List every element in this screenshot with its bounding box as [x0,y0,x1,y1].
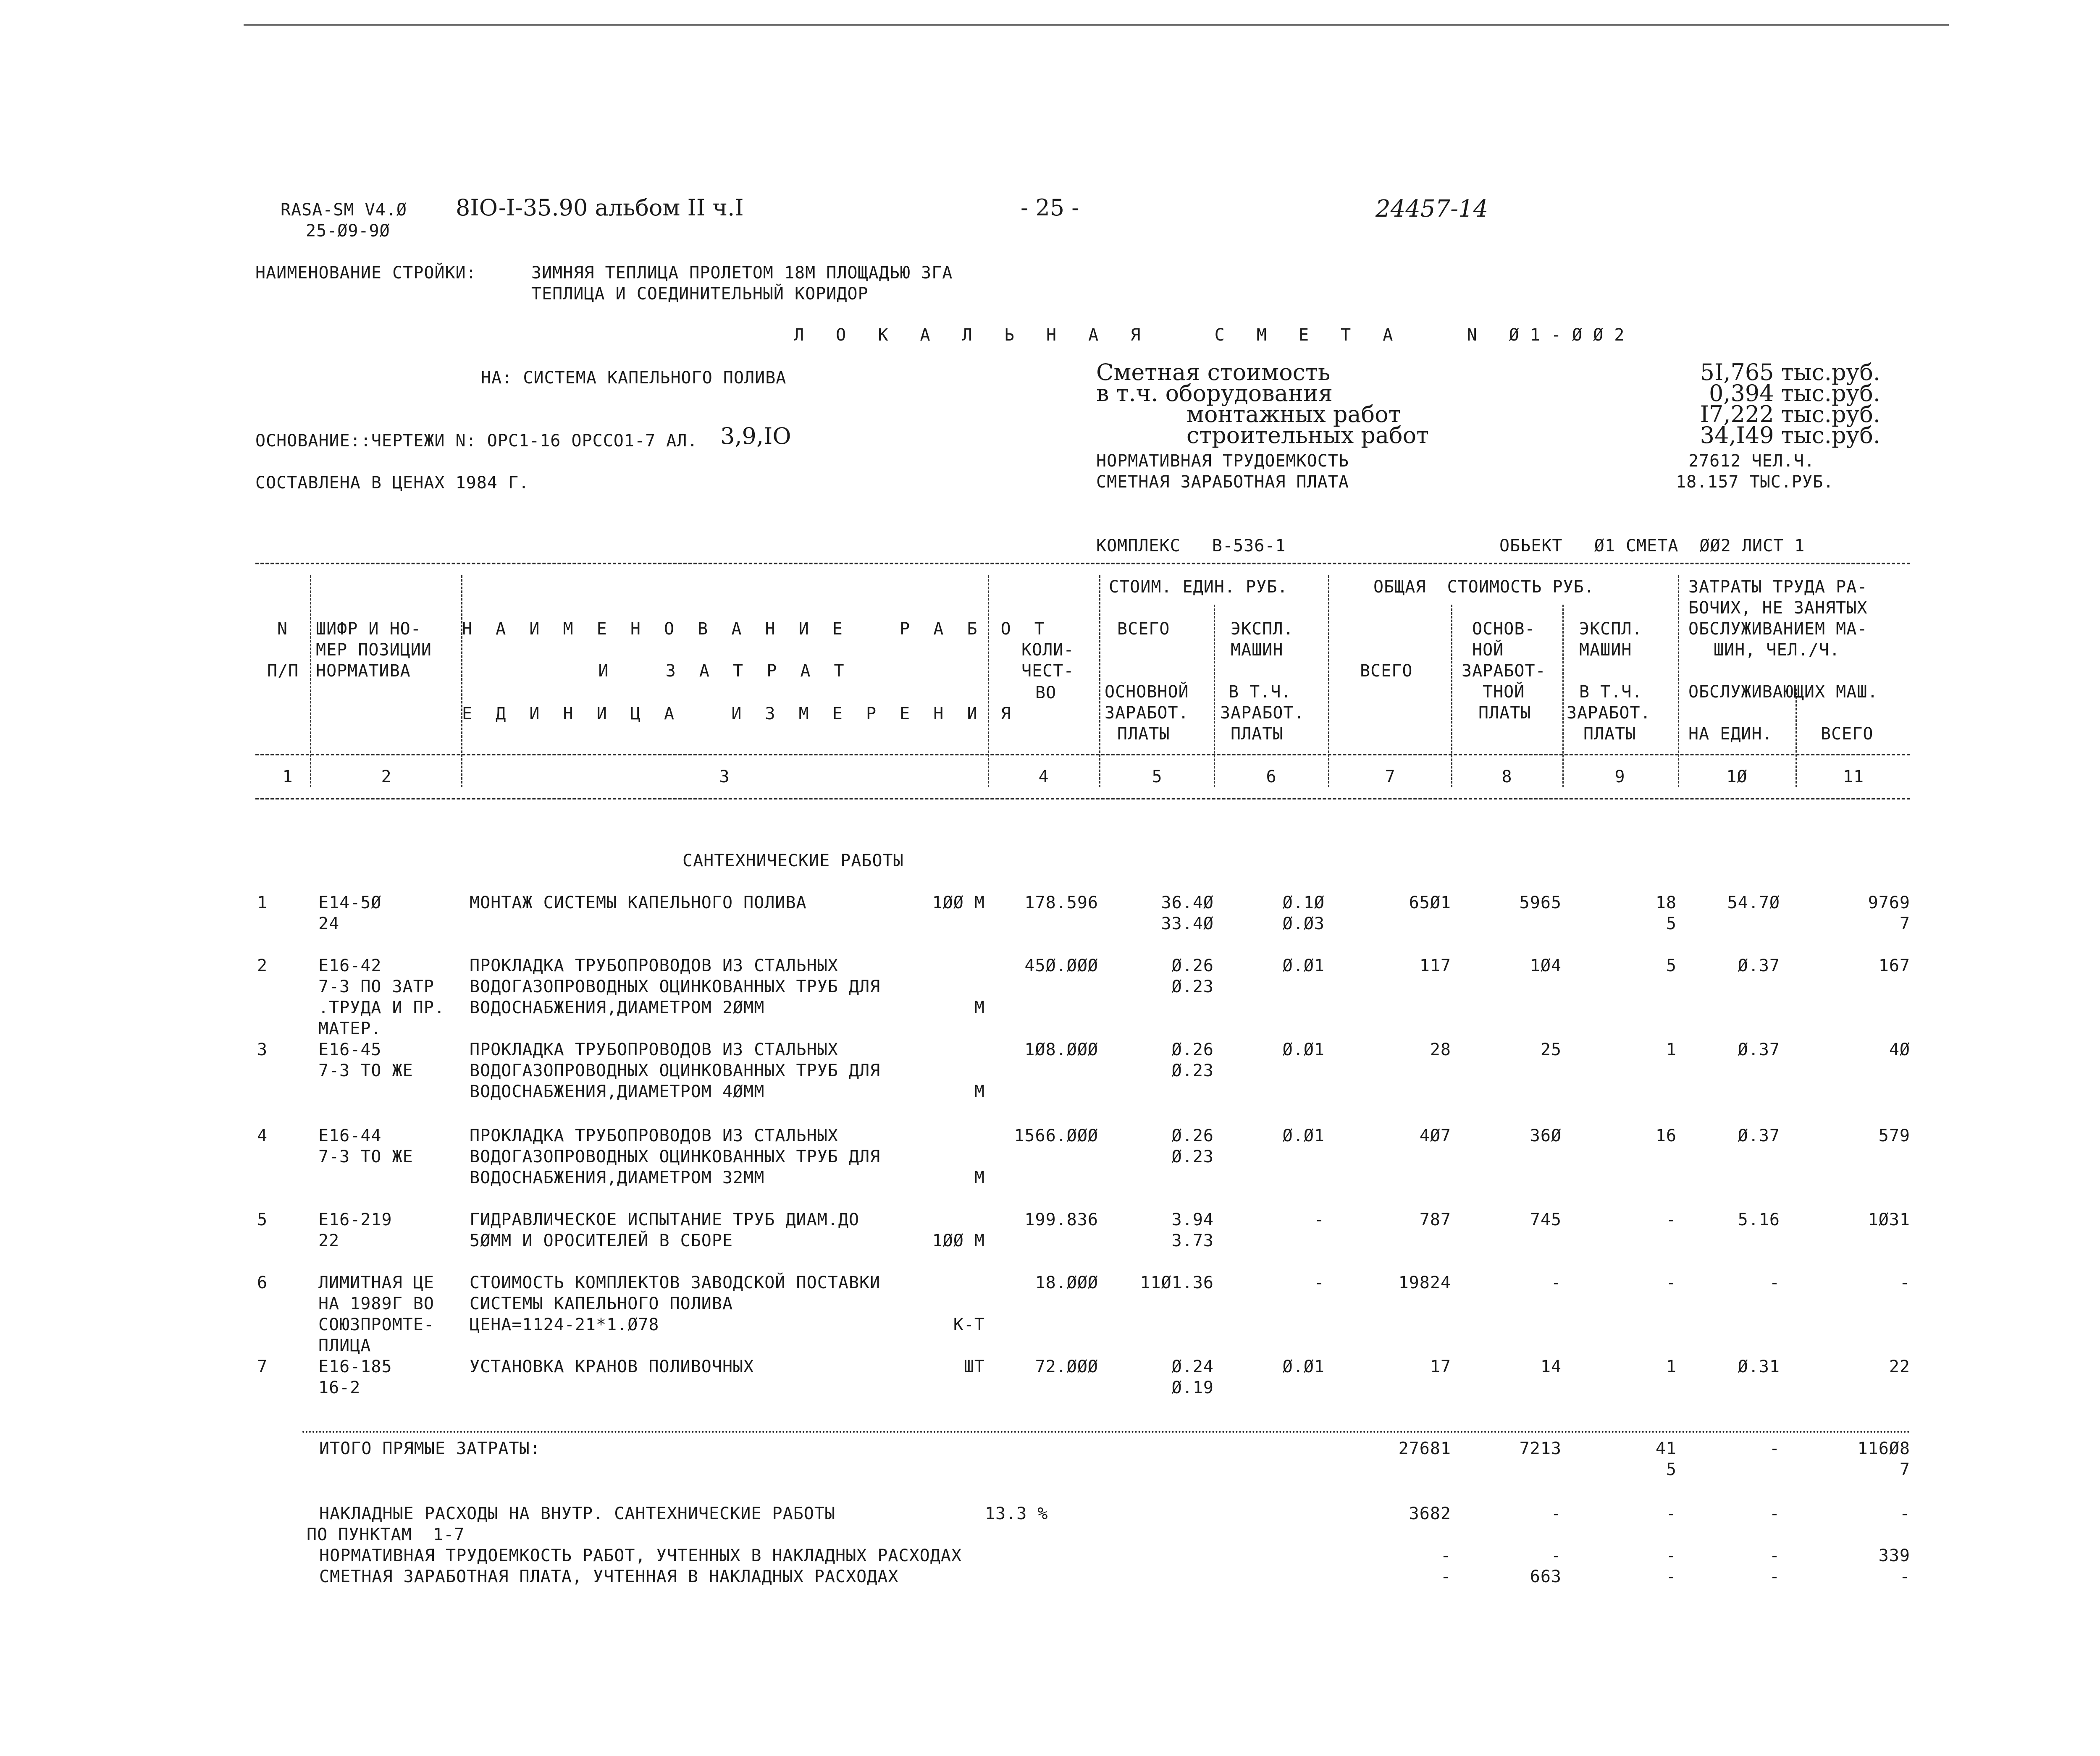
header-bottom-rule [255,754,1910,755]
overhead-line-2: ПО ПУНКТАМ 1-7 [307,1525,465,1544]
object-code: ОБЬЕКТ Ø1 СМЕТА ØØ2 ЛИСТ 1 [1499,536,1805,556]
col-sep [1328,575,1329,787]
row-total-cost: 117 [1419,956,1451,975]
hdr-total-base-3: ЗАРАБОТ- [1462,661,1546,681]
row-work-name: МОНТАЖ СИСТЕМЫ КАПЕЛЬНОГО ПОЛИВА [470,893,807,912]
totals-rule [302,1431,1911,1433]
hdr-unit-mach-1: ЭКСПЛ. [1231,619,1294,639]
row-work-name: ВОДОГАЗОПРОВОДНЫХ ОЦИНКОВАННЫХ ТРУБ ДЛЯ [470,1061,881,1080]
row-labor-per-unit: - [1769,1273,1780,1292]
program-date: 25-Ø9-9Ø [306,221,390,241]
row-unit-machine: Ø.Ø1 [1282,1040,1325,1059]
row-unit-cost: Ø.26 [1171,1126,1214,1145]
overhead-wage-line: СМЕТНАЯ ЗАРАБОТНАЯ ПЛАТА, УЧТЕННАЯ В НАКЛАДНЫХ РАСХОДАХ [319,1567,899,1586]
overhead-wage-val-2: 663 [1530,1567,1562,1586]
col-sep [988,575,989,787]
row-quantity: 72.ØØØ [1035,1357,1098,1376]
row-unit-machine: - [1314,1210,1325,1229]
row-code: Е14-5Ø [318,893,382,912]
hdr-code-1: ШИФР И НО- [316,619,421,639]
overhead-labor-line: НОРМАТИВНАЯ ТРУДОЕМКОСТЬ РАБОТ, УЧТЕННЫХ В НАКЛАДНЫХ РАСХОДАХ [319,1546,962,1565]
hdr-labor-3: ОБСЛУЖИВАНИЕМ МА- [1688,619,1868,639]
row-work-name: СТОИМОСТЬ КОМПЛЕКТОВ ЗАВОДСКОЙ ПОСТАВКИ [470,1273,881,1292]
row-work-name: ЦЕНА=1124-21*1.Ø78 [470,1315,659,1334]
hdr-total-mach-1: ЭКСПЛ. [1579,619,1643,639]
overhead-labor-val-5: 339 [1878,1546,1910,1565]
row-labor-total: 579 [1878,1126,1910,1145]
totals-labor-1: 116Ø8 [1857,1439,1910,1458]
row-work-name: ВОДОГАЗОПРОВОДНЫХ ОЦИНКОВАННЫХ ТРУБ ДЛЯ [470,977,881,996]
overhead-labor-val-3: - [1666,1546,1677,1565]
hdr-labor-5: ОБСЛУЖИВАЮЩИХ МАШ. [1688,682,1878,702]
hdr-total-mach-3: В Т.Ч. [1579,682,1643,702]
row-base-wage: 745 [1530,1210,1562,1229]
hdr-labor-1: ЗАТРАТЫ ТРУДА РА- [1688,577,1868,597]
hdr-unit-base-1: ОСНОВНОЙ [1105,682,1189,702]
row-labor-total: - [1899,1273,1910,1292]
cost-value-installation: I7,222 тыс.руб. [1700,401,1880,427]
overhead-per-unit: - [1769,1504,1780,1523]
row-quantity: 178.596 [1024,893,1098,912]
row-total-cost: 28 [1430,1040,1451,1059]
hdr-unit-mach-2: МАШИН [1231,640,1284,660]
row-work-name: ВОДОСНАБЖЕНИЯ,ДИАМЕТРОМ 32ММ [470,1168,765,1187]
row-unit: 1ØØ М [932,1231,985,1250]
section-title: САНТЕХНИЧЕСКИЕ РАБОТЫ [682,851,904,870]
row-code: 7-3 ТО ЖЕ [318,1147,413,1166]
hdr-name-2: И З А Т Р А Т [598,661,851,681]
row-quantity: 1566.ØØØ [1014,1126,1098,1145]
col-sep [1562,605,1564,787]
row-code: Е16-42 [318,956,382,975]
col-sep [1678,575,1679,787]
row-base-wage: 36Ø [1530,1126,1562,1145]
row-unit-cost: 3.94 [1171,1210,1214,1229]
row-quantity: 1Ø8.ØØØ [1024,1040,1098,1059]
row-code: Е16-45 [318,1040,382,1059]
cost-label-total: Сметная стоимость [1096,359,1331,385]
row-code: Е16-219 [318,1210,392,1229]
row-unit-machine: Ø.Ø3 [1282,914,1325,933]
hdr-total-cost: ОБЩАЯ СТОИМОСТЬ РУБ. [1373,577,1595,597]
row-base-wage: 1Ø4 [1530,956,1562,975]
row-labor-total: 167 [1878,956,1910,975]
row-unit: М [974,1082,985,1101]
numbers-bottom-rule [255,798,1910,799]
row-machine-cost: 16 [1655,1126,1677,1145]
row-code: СОЮЗПРОМТЕ- [318,1315,434,1334]
row-unit-cost: Ø.23 [1171,977,1214,996]
row-unit-machine: - [1314,1273,1325,1292]
hdr-code-3: НОРМАТИВА [316,661,411,681]
row-labor-total: 9769 [1868,893,1910,912]
row-unit-cost: Ø.19 [1171,1378,1214,1397]
row-labor-per-unit: 54.7Ø [1727,893,1780,912]
hdr-qty-3: ВО [1035,683,1057,702]
cost-value-equipment: 0,394 тыс.руб. [1709,380,1880,406]
overhead-wage-val-1: - [1440,1567,1451,1586]
totals-mach-2: 5 [1666,1460,1677,1479]
row-unit-cost: 11Ø1.36 [1140,1273,1214,1292]
totals-mach-1: 41 [1655,1439,1677,1458]
colnum-11: 11 [1843,767,1864,786]
row-machine-cost: 5 [1666,914,1677,933]
overhead-wage-val-4: - [1769,1567,1780,1586]
cost-value-total: 5I,765 тыс.руб. [1700,359,1880,385]
overhead-labor: - [1899,1504,1910,1523]
row-unit-machine: Ø.Ø1 [1282,1126,1325,1145]
hdr-labor-7: ВСЕГО [1821,724,1874,744]
colnum-4: 4 [1038,767,1049,786]
col-sep [1099,575,1100,787]
row-machine-cost: 18 [1655,893,1677,912]
row-quantity: 18.ØØØ [1035,1273,1098,1292]
hdr-labor-6: НА ЕДИН. [1688,724,1773,744]
hdr-total-all: ВСЕГО [1360,661,1413,681]
hdr-unit-cost: СТОИМ. ЕДИН. РУБ. [1109,577,1288,597]
cost-label-equipment: в т.ч. оборудования [1096,380,1333,406]
row-number: 1 [257,893,268,912]
cost-label-installation: монтажных работ [1186,401,1401,427]
construction-label: НАИМЕНОВАНИЕ СТРОЙКИ: [255,263,477,283]
row-unit-cost: Ø.24 [1171,1357,1214,1376]
row-quantity: 45Ø.ØØØ [1024,956,1098,975]
wage-value: 18.157 ТЫС.РУБ. [1676,472,1834,492]
row-unit-cost: Ø.23 [1171,1147,1214,1166]
row-number: 3 [257,1040,268,1059]
row-unit-cost: Ø.26 [1171,1040,1214,1059]
hdr-labor-2: БОЧИХ, НЕ ЗАНЯТЫХ [1688,598,1868,618]
row-code: 7-3 ПО ЗАТР [318,977,434,996]
hdr-qty-1: КОЛИ- [1021,640,1074,660]
row-unit-machine: Ø.Ø1 [1282,956,1325,975]
row-labor-per-unit: Ø.31 [1738,1357,1780,1376]
colnum-6: 6 [1266,767,1277,786]
row-work-name: УСТАНОВКА КРАНОВ ПОЛИВОЧНЫХ [470,1357,754,1376]
row-code: .ТРУДА И ПР. [318,998,445,1017]
row-code: 16-2 [318,1378,361,1397]
row-machine-cost: - [1666,1210,1677,1229]
row-total-cost: 787 [1419,1210,1451,1229]
hdr-unit-base-3: ПЛАТЫ [1117,724,1170,744]
row-total-cost: 65Ø1 [1409,893,1451,912]
colnum-10: 1Ø [1726,767,1748,786]
colnum-1: 1 [282,767,293,786]
cost-value-construction: 34,I49 тыс.руб. [1700,422,1880,448]
wage-label: СМЕТНАЯ ЗАРАБОТНАЯ ПЛАТА [1096,472,1349,492]
totals-labor-2: 7 [1899,1460,1910,1479]
scan-top-rule [244,24,1949,26]
row-work-name: ВОДОГАЗОПРОВОДНЫХ ОЦИНКОВАННЫХ ТРУБ ДЛЯ [470,1147,881,1166]
totals-all: 27681 [1398,1439,1451,1458]
row-base-wage: 14 [1540,1357,1562,1376]
row-base-wage: 25 [1540,1040,1562,1059]
col-sep [310,575,311,787]
col-sep [1214,605,1215,787]
row-base-wage: 5965 [1519,893,1562,912]
row-base-wage: - [1551,1273,1562,1292]
row-work-name: ВОДОСНАБЖЕНИЯ,ДИАМЕТРОМ 4ØММ [470,1082,765,1101]
row-code: 7-3 ТО ЖЕ [318,1061,413,1080]
row-unit: ШТ [963,1357,985,1376]
construction-line-1: ЗИМНЯЯ ТЕПЛИЦА ПРОЛЕТОМ 18М ПЛОЩАДЬЮ 3ГА [531,263,953,283]
overhead-base: - [1551,1504,1562,1523]
col-sep [461,575,462,787]
colnum-7: 7 [1385,767,1396,786]
basis-sheets: 3,9,IO [720,423,791,449]
row-machine-cost: 5 [1666,956,1677,975]
row-unit-machine: Ø.Ø1 [1282,1357,1325,1376]
row-labor-total: 1Ø31 [1868,1210,1910,1229]
hdr-qty-2: ЧЕСТ- [1021,661,1074,681]
hdr-labor-4: ШИН, ЧЕЛ./Ч. [1714,640,1840,660]
row-code: Е16-185 [318,1357,392,1376]
hdr-unit-base-2: ЗАРАБОТ. [1105,703,1189,723]
row-unit-cost: Ø.26 [1171,956,1214,975]
totals-label: ИТОГО ПРЯМЫЕ ЗАТРАТЫ: [319,1439,541,1458]
row-number: 4 [257,1126,268,1145]
overhead-labor-val-4: - [1769,1546,1780,1565]
hdr-total-mach-5: ПЛАТЫ [1583,724,1636,744]
colnum-5: 5 [1152,767,1163,786]
row-work-name: 5ØММ И ОРОСИТЕЛЕЙ В СБОРЕ [470,1231,733,1250]
row-work-name: ГИДРАВЛИЧЕСКОЕ ИСПЫТАНИЕ ТРУБ ДИАМ.ДО [470,1210,860,1229]
row-machine-cost: - [1666,1273,1677,1292]
estimate-purpose: НА: СИСТЕМА КАПЕЛЬНОГО ПОЛИВА [481,368,787,388]
row-quantity: 199.836 [1024,1210,1098,1229]
row-total-cost: 17 [1430,1357,1451,1376]
colnum-8: 8 [1502,767,1512,786]
hdr-unit-mach-4: ЗАРАБОТ. [1220,703,1305,723]
hdr-n: N [277,619,288,639]
album-reference: 8IO-I-35.90 альбом II ч.I [456,194,744,221]
hdr-name-1: Н А И М Е Н О В А Н И Е Р А Б О Т [462,619,1051,639]
row-work-name: ВОДОСНАБЖЕНИЯ,ДИАМЕТРОМ 2ØММ [470,998,765,1017]
labor-value: 27612 ЧЕЛ.Ч. [1688,451,1815,471]
row-labor-total: 7 [1899,914,1910,933]
hdr-total-base-1: ОСНОВ- [1472,619,1536,639]
hdr-total-mach-2: МАШИН [1579,640,1632,660]
row-code: Е16-44 [318,1126,382,1145]
hdr-unit-total: ВСЕГО [1117,619,1170,639]
document-number: 24457-14 [1376,195,1488,223]
overhead-percent: 13.3 % [985,1504,1048,1523]
hdr-total-base-2: НОЙ [1472,640,1504,660]
overhead-line-1: НАКЛАДНЫЕ РАСХОДЫ НА ВНУТР. САНТЕХНИЧЕСКИЕ РАБОТЫ [319,1504,836,1523]
complex-code: КОМПЛЕКС В-536-1 [1096,536,1286,556]
totals-per-unit: - [1769,1439,1780,1458]
overhead-all: 3682 [1409,1504,1451,1523]
row-labor-per-unit: 5.16 [1738,1210,1780,1229]
row-code: 22 [318,1231,340,1250]
col-sep [1451,605,1452,787]
row-labor-total: 4Ø [1889,1040,1910,1059]
overhead-labor-val-2: - [1551,1546,1562,1565]
program-name: RASA-SM V4.Ø [281,200,407,220]
hdr-total-base-4: ТНОЙ [1483,682,1525,702]
row-work-name: ПРОКЛАДКА ТРУБОПРОВОДОВ ИЗ СТАЛЬНЫХ [470,1126,838,1145]
hdr-total-mach-4: ЗАРАБОТ. [1567,703,1651,723]
colnum-2: 2 [381,767,392,786]
colnum-9: 9 [1614,767,1625,786]
cost-label-construction: строительных работ [1186,422,1429,448]
hdr-unit-mach-3: В Т.Ч. [1228,682,1292,702]
row-number: 7 [257,1357,268,1376]
row-unit-cost: Ø.23 [1171,1061,1214,1080]
table-top-rule [255,563,1910,564]
row-unit: М [974,1168,985,1187]
row-labor-total: 22 [1889,1357,1910,1376]
hdr-code-2: МЕР ПОЗИЦИИ [316,640,432,660]
row-code: 24 [318,914,340,933]
hdr-unit-mach-5: ПЛАТЫ [1231,724,1284,744]
overhead-mach: - [1666,1504,1677,1523]
row-number: 2 [257,956,268,975]
row-code: ЛИМИТНАЯ ЦЕ [318,1273,434,1292]
estimate-title: Л О К А Л Ь Н А Я С М Е Т А N Ø1-ØØ2 [794,325,1635,345]
row-work-name: ПРОКЛАДКА ТРУБОПРОВОДОВ ИЗ СТАЛЬНЫХ [470,956,838,975]
row-work-name: СИСТЕМЫ КАПЕЛЬНОГО ПОЛИВА [470,1294,733,1313]
overhead-wage-val-5: - [1899,1567,1910,1586]
construction-line-2: ТЕПЛИЦА И СОЕДИНИТЕЛЬНЫЙ КОРИДОР [531,284,869,304]
row-total-cost: 4Ø7 [1419,1126,1451,1145]
row-code: НА 1989Г ВО [318,1294,434,1313]
hdr-pp: П/П [267,661,299,681]
totals-base: 7213 [1519,1439,1562,1458]
row-code: ПЛИЦА [318,1336,371,1355]
row-unit: 1ØØ М [932,893,985,912]
row-labor-per-unit: Ø.37 [1738,1126,1780,1145]
row-total-cost: 19824 [1398,1273,1451,1292]
row-labor-per-unit: Ø.37 [1738,956,1780,975]
price-basis: СОСТАВЛЕНА В ЦЕНАХ 1984 Г. [255,473,530,493]
row-unit: М [974,998,985,1017]
row-number: 6 [257,1273,268,1292]
page-number: - 25 - [1021,194,1079,221]
row-work-name: ПРОКЛАДКА ТРУБОПРОВОДОВ ИЗ СТАЛЬНЫХ [470,1040,838,1059]
row-machine-cost: 1 [1666,1040,1677,1059]
row-number: 5 [257,1210,268,1229]
overhead-wage-val-3: - [1666,1567,1677,1586]
hdr-name-3: Е Д И Н И Ц А И З М Е Р Е Н И Я [462,704,1018,723]
row-machine-cost: 1 [1666,1357,1677,1376]
labor-label: НОРМАТИВНАЯ ТРУДОЕМКОСТЬ [1096,451,1349,471]
colnum-3: 3 [719,767,730,786]
row-unit-cost: 33.4Ø [1161,914,1214,933]
hdr-total-base-5: ПЛАТЫ [1478,703,1531,723]
basis-prefix: ОСНОВАНИЕ::ЧЕРТЕЖИ N: ОРС1-16 ОРССО1-7 АЛ. [255,431,698,451]
overhead-labor-val-1: - [1440,1546,1451,1565]
row-unit-cost: 3.73 [1171,1231,1214,1250]
row-labor-per-unit: Ø.37 [1738,1040,1780,1059]
row-code: МАТЕР. [318,1019,382,1038]
row-unit: К-Т [953,1315,985,1334]
row-unit-machine: Ø.1Ø [1282,893,1325,912]
row-unit-cost: 36.4Ø [1161,893,1214,912]
